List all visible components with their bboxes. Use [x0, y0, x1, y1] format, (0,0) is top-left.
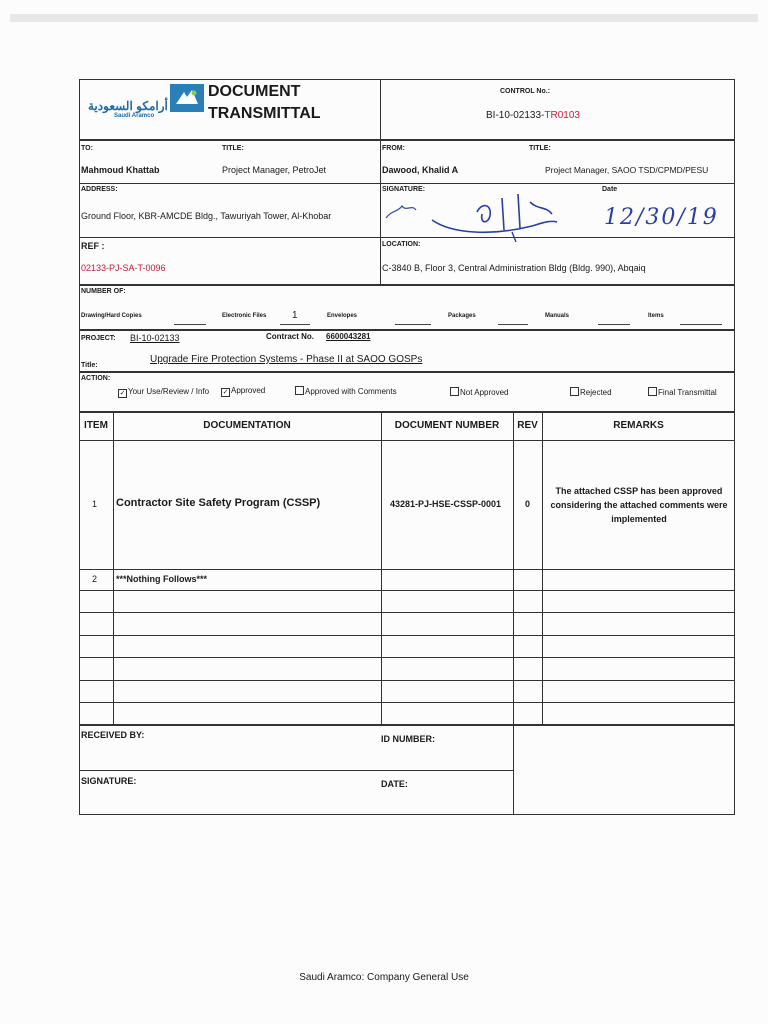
action-approved-checkbox[interactable]: ✓ Approved [222, 386, 266, 396]
header-documentation: DOCUMENTATION [203, 420, 291, 431]
scan-top-edge [10, 14, 758, 22]
contract-no-value: 6600043281 [326, 332, 371, 341]
footer-classification: Saudi Aramco: Company General Use [299, 972, 469, 983]
logo-arabic-text: أرامكو السعودية [88, 99, 168, 113]
date-label: Date [602, 186, 618, 193]
from-title: Project Manager, SAOO TSD/CPMD/PESU [545, 165, 709, 175]
control-no-value: BI-10-02133-TR0103 [486, 110, 580, 121]
received-by-label: RECEIVED BY: [81, 730, 145, 740]
receipt-signature-label: SIGNATURE: [81, 776, 137, 786]
control-no-label: CONTROL No.: [500, 88, 551, 95]
row2-item: 2 [92, 574, 98, 584]
action-label: ACTION: [81, 375, 111, 382]
items-label: Items [648, 313, 664, 319]
drawing-copies-label: Drawing/Hard Copies [81, 313, 142, 319]
to-label: TO: [81, 145, 93, 152]
row1-remarks: The attached CSSP has been approved considering the attached comments were implemented [550, 486, 728, 524]
saudi-aramco-logo [86, 84, 206, 132]
handwritten-signature [382, 190, 612, 242]
address-value: Ground Floor, KBR-AMCDE Bldg., Tawuriyah Tower, Al-Khobar [81, 211, 332, 221]
contract-no-label: Contract No. [266, 332, 314, 341]
packages-label: Packages [448, 313, 476, 319]
project-label: PROJECT: [81, 335, 116, 342]
document-title-line2: TRANSMITTAL [208, 105, 321, 122]
row1-rev: 0 [525, 499, 531, 509]
number-of-label: NUMBER OF: [81, 288, 126, 295]
from-label: FROM: [382, 145, 405, 152]
action-your-use-checkbox[interactable]: ✓ Your Use/Review / Info [119, 387, 210, 397]
electronic-files-label: Electronic Files [222, 313, 267, 319]
ref-value: 02133-PJ-SA-T-0096 [81, 263, 166, 273]
address-label: ADDRESS: [81, 186, 118, 193]
to-title: Project Manager, PetroJet [222, 165, 327, 175]
location-value: C-3840 B, Floor 3, Central Administration Bldg (Bldg. 990), Abqaiq [382, 263, 646, 273]
logo-english-text: Saudi Aramco [114, 113, 155, 119]
action-not-approved-checkbox[interactable]: Not Approved [450, 387, 508, 397]
envelopes-label: Envelopes [327, 313, 358, 319]
action-final-transmittal-checkbox[interactable]: Final Transmittal [648, 387, 717, 397]
row2-documentation: ***Nothing Follows*** [116, 574, 208, 584]
action-approved-with-comments-checkbox[interactable]: Approved with Comments [295, 386, 397, 396]
project-value: BI-10-02133 [130, 333, 180, 343]
signature-label: SIGNATURE: [382, 186, 426, 193]
from-name: Dawood, Khalid A [382, 165, 459, 175]
header-remarks: REMARKS [613, 420, 664, 431]
header-rev: REV [517, 420, 538, 431]
id-number-label: ID NUMBER: [381, 734, 435, 744]
project-title-label: Title: [81, 362, 98, 369]
header-document-number: DOCUMENT NUMBER [394, 420, 500, 431]
to-title-label: TITLE: [222, 145, 244, 152]
location-label: LOCATION: [382, 241, 421, 248]
to-name: Mahmoud Khattab [81, 165, 160, 175]
electronic-files-value: 1 [292, 310, 298, 321]
project-title-value: Upgrade Fire Protection Systems - Phase II at SAOO GOSPs [150, 354, 423, 365]
receipt-date-label: DATE: [381, 779, 408, 789]
action-rejected-checkbox[interactable]: Rejected [570, 387, 612, 397]
signed-date: 12/30/19 [604, 205, 719, 230]
document-title-line1: DOCUMENT [208, 83, 301, 100]
row1-document-number: 43281-PJ-HSE-CSSP-0001 [390, 499, 502, 509]
row1-item: 1 [92, 499, 98, 509]
from-title-label: TITLE: [529, 145, 551, 152]
ref-label: REF : [81, 241, 105, 251]
row1-documentation: Contractor Site Safety Program (CSSP) [116, 497, 321, 509]
header-item: ITEM [84, 420, 108, 431]
manuals-label: Manuals [545, 313, 570, 319]
